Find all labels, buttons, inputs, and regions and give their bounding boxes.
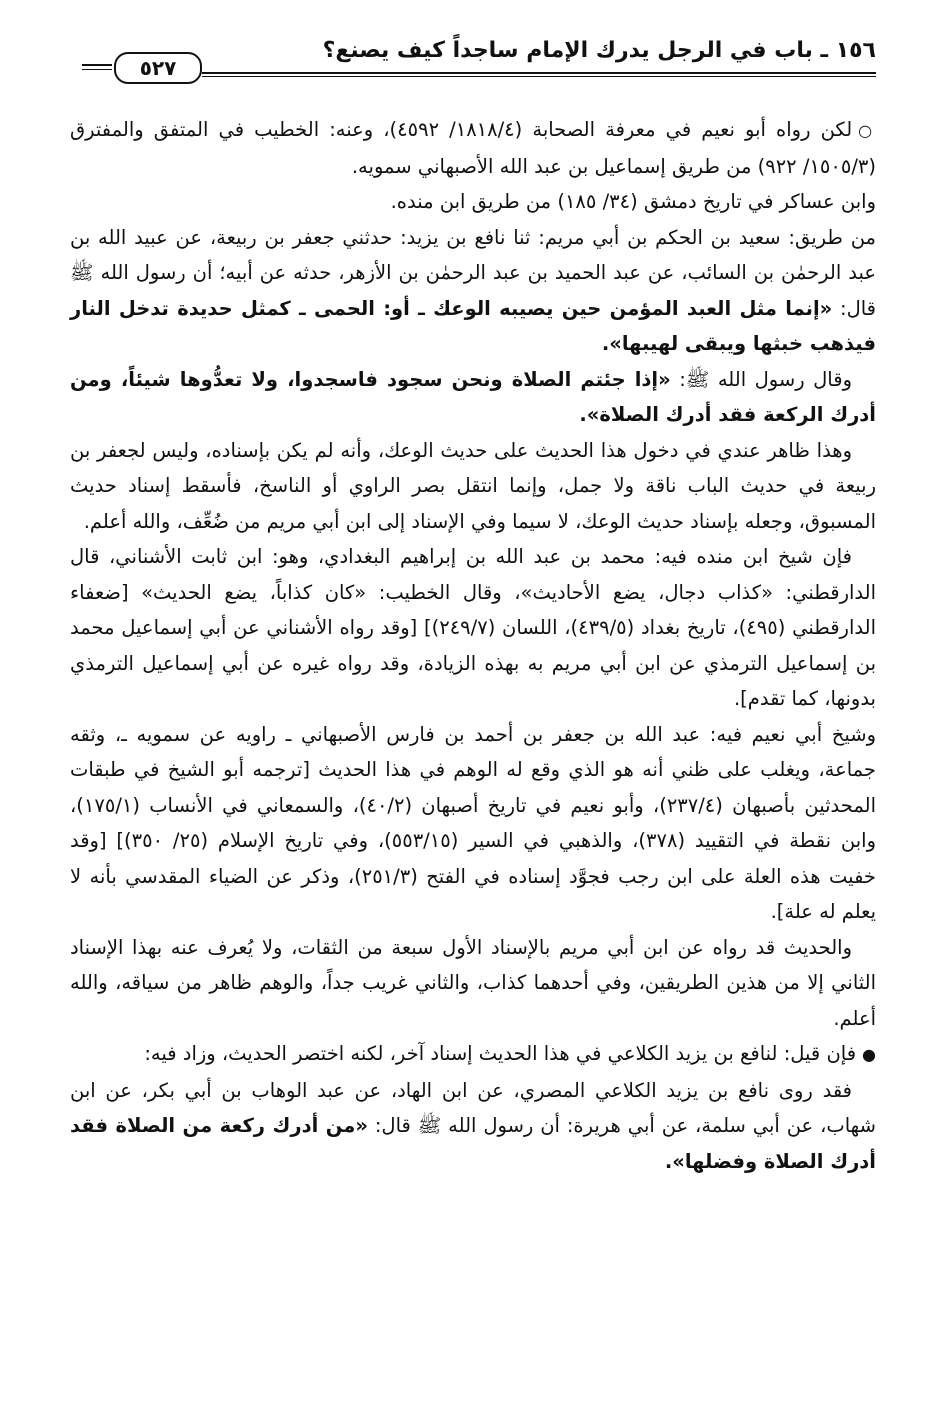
paragraph-text: وهذا ظاهر عندي في دخول هذا الحديث على حديث الوعك، وأنه لم يكن بإسناده، وليس لجعفر بن ربيعة في حديث الباب ناقة ولا جمل، وإنما انتقل بصر الراوي أو الناسخ، فأسقط إسناد حديث المسبوق، وجعله بإسناد حديث الوعك، لا سيما وفي الإسناد إلى ابن أبي مريم من ضُعِّف، والله أعلم. [70, 438, 876, 533]
running-title: ١٥٦ ـ باب في الرجل يدرك الإمام ساجداً كيف يصنع؟ [322, 38, 876, 63]
paragraph [70, 362, 876, 433]
paragraph-bullet: ○ [858, 121, 876, 140]
page-header [82, 34, 876, 84]
hadith-text: «من أدرك ركعة من الصلاة فقد أدرك الصلاة وفضلها». [70, 1114, 876, 1173]
page-number: ٥٢٧ [114, 52, 202, 84]
header-left-rule [82, 64, 112, 66]
header-rule [202, 72, 876, 74]
paragraph-text: فقد روى نافع بن يزيد الكلاعي المصري، عن ابن الهاد، عن عبد الوهاب بن أبي بكر، عن ابن شهاب، عن أبي سلمة، عن أبي هريرة: أن رسول الله ﷺ قال: [70, 1078, 876, 1137]
paragraph [70, 112, 876, 184]
paragraph [70, 717, 876, 930]
paragraph-text: والحديث قد رواه عن ابن أبي مريم بالإسناد الأول سبعة من الثقات، ولا يُعرف عنه بهذا الإسناد الثاني إلا من هذين الطريقين، وفي أحدهما كذاب، والثاني غريب جداً، والوهم ظاهر من سياقه، والله أعلم. [70, 935, 876, 1030]
paragraph [70, 184, 876, 220]
paragraph [70, 930, 876, 1037]
paragraph-text: وشيخ أبي نعيم فيه: عبد الله بن جعفر بن أحمد بن فارس الأصبهاني ـ راويه عن سمويه ـ، وثقه جماعة، ويغلب على ظني أنه هو الذي وقع له الوهم في هذا الحديث [ترجمه أبو الشيخ في طبقات المحدثين بأصبهان (٢٣٧/٤)، وأبو نعيم في تاريخ أصبهان (٤٠/٢)، والسمعاني في الأنساب (١٧٥/١)، وابن نقطة في التقييد (٣٧٨)، والذهبي في السير (٥٥٣/١٥)، وفي تاريخ الإسلام (٢٥/ ٣٥٠)] [وقد خفيت هذه العلة على ابن رجب فجوَّد إسناده في الفتح (٢٥١/٣)، وذكر عن الضياء المقدسي بأنه لا يعلم له علة]. [70, 722, 876, 923]
paragraph-text: وابن عساكر في تاريخ دمشق (٣٤/ ١٨٥) من طريق ابن منده. [390, 190, 876, 213]
paragraph-bullet: ● [862, 1045, 876, 1064]
paragraph-text: لكن رواه أبو نعيم في معرفة الصحابة (١٨١٨/٤/ ٤٥٩٢)، وعنه: الخطيب في المتفق والمفترق (١٥٠٥/٣/ ٩٢٢) من طريق إسماعيل بن عبد الله الأصبهاني سمويه. [70, 118, 876, 178]
page-body [70, 112, 876, 1179]
header-rule-thin [202, 76, 876, 77]
paragraph [70, 220, 876, 362]
hadith-text: «إنما مثل العبد المؤمن حين يصيبه الوعك ـ أو: الحمى ـ كمثل حديدة تدخل النار فيذهب خبثها ويبقى لهيبها». [70, 296, 876, 355]
paragraph-text: فإن شيخ ابن منده فيه: محمد بن عبد الله بن إبراهيم البغدادي، وهو: ابن ثابت الأشناني، قال الدارقطني: «كذاب دجال، يضع الأحاديث»، وقال الخطيب: «كان كذاباً، يضع الحديث» [ضعفاء الدارقطني (٤٩٥)، تاريخ بغداد (٤٣٩/٥)، اللسان (٢٤٩/٧)] [وقد رواه الأشناني عن أبي إسماعيل محمد بن إسماعيل الترمذي عن ابن أبي مريم به بهذه الزيادة، وقد رواه غيره عن أبي إسماعيل الترمذي بدونها، كما تقدم]. [70, 545, 876, 710]
paragraph [70, 433, 876, 540]
hadith-text: «إذا جئتم الصلاة ونحن سجود فاسجدوا، ولا تعدُّوها شيئاً، ومن أدرك الركعة فقد أدرك الصلاة». [70, 367, 876, 426]
paragraph-text: فإن قيل: لنافع بن يزيد الكلاعي في هذا الحديث إسناد آخر، لكنه اختصر الحديث، وزاد فيه: [144, 1042, 857, 1065]
paragraph-text: وقال رسول الله ﷺ: [670, 367, 852, 391]
header-left-rule-thin [82, 69, 112, 70]
paragraph [70, 1073, 876, 1180]
paragraph-text: من طريق: سعيد بن الحكم بن أبي مريم: ثنا نافع بن يزيد: حدثني جعفر بن ربيعة، عن عبيد الله بن عبد الرحمٰن بن السائب، عن عبد الحميد بن عبد الرحمٰن بن الأزهر، حدثه عن أبيه؛ أن رسول الله ﷺ قال: [70, 225, 877, 320]
paragraph [70, 1036, 876, 1073]
paragraph [70, 539, 876, 717]
